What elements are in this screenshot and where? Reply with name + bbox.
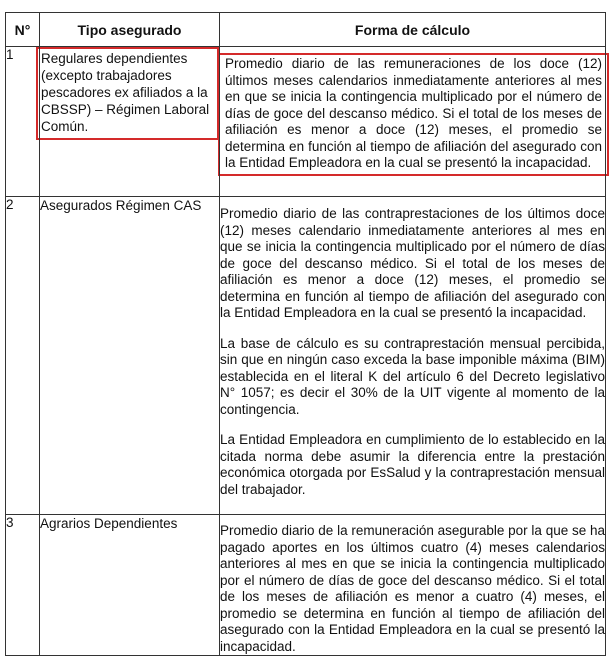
table-row [6, 515, 606, 656]
row-number: 3 [6, 515, 40, 656]
insured-type-cell: Asegurados Régimen CAS [40, 197, 220, 515]
calculation-paragraph: Promedio diario de las contraprestaciones de los últimos doce (12) meses calendario inmediatamente anteriores al mes en que se inicia la contingencia multiplicado por el número de días de goce del descanso médico. Si el total de los meses de afiliación es menor a doce (12) meses, el promedio se determina en función al tiempo de afiliación del asegurado con la Entidad Empleadora en la cual se presentó la incapacidad. [220, 206, 605, 320]
calculation-table [5, 12, 606, 656]
calculation-cell [220, 515, 606, 656]
header-insured-type: Tipo asegurado [40, 13, 220, 47]
highlighted-calculation-text: Promedio diario de las remuneraciones de los doce (12) últimos meses calendarios inmediatamente anteriores al mes en que se inicia la contingencia multiplicado por el número de días de goce del descanso médico. Si el total de los meses de afiliación es menor a doce (12) meses, el promedio se determina en función al tiempo de afiliación del asegurado con la Entidad Empleadora en la cual se presentó la incapacidad. [218, 53, 609, 176]
insured-type-cell: Agrarios Dependientes [40, 515, 220, 656]
calculation-paragraph: La Entidad Empleadora en cumplimiento de lo establecido en la citada norma debe asumir la diferencia entre la prestación económica otorgada por EsSalud y la contraprestación mensual del trabajador. [220, 432, 605, 497]
calculation-paragraph: La base de cálculo es su contraprestación mensual percibida, sin que en ningún caso exceda la base imponible máxima (BIM) establecida en el literal K del artículo 6 del Decreto legislativo N° 1057; es decir el 30% de la UIT vigente al momento de la contingencia. [220, 335, 605, 417]
highlighted-insured-type: Regulares dependientes (excepto trabajadores pescadores ex afiliados a la CBSSP) – Régimen Laboral Común. [36, 47, 219, 140]
row-number: 1 [6, 47, 40, 197]
table-row [6, 47, 606, 197]
row-number: 2 [6, 197, 40, 515]
header-number: N° [6, 13, 40, 47]
header-calculation-form: Forma de cálculo [220, 13, 606, 47]
table-row [6, 197, 606, 515]
calculation-paragraph: Promedio diario de la remuneración asegurable por la que se ha pagado aportes en los últimos cuatro (4) meses calendarios anteriores al mes en que se inicia la contingencia multiplicado por el número de días de goce del descanso médico. Si el total de los meses de afiliación es menor a cuatro (4) meses, el promedio se determina en función al tiempo de afiliación del asegurado con la Entidad Empleadora en la cual se presentó la incapacidad. [220, 523, 605, 654]
table-header-row [6, 13, 606, 47]
insured-type-cell [40, 47, 220, 197]
calculation-cell [220, 197, 606, 515]
calculation-cell [220, 47, 606, 197]
